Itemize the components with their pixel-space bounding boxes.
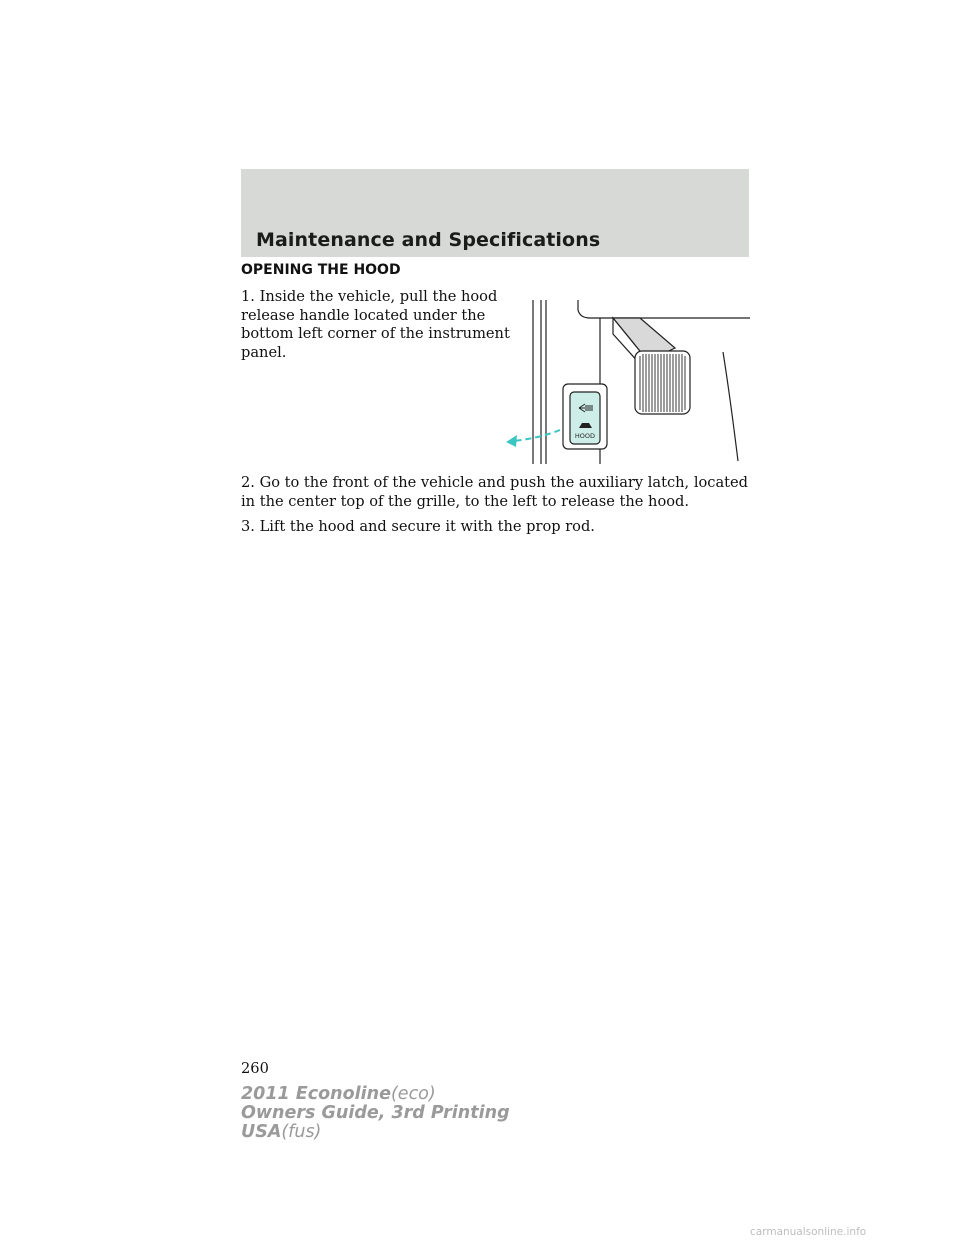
footer-guide-edition: Owners Guide, 3rd Printing [241, 1103, 510, 1123]
document-footer [241, 1085, 510, 1142]
pedal [613, 318, 690, 414]
door-frame-lines [533, 300, 546, 464]
page-number: 260 [241, 1060, 269, 1077]
section-heading: OPENING THE HOOD [241, 262, 401, 278]
footer-model-code: (eco) [390, 1084, 436, 1104]
footer-market-code: (fus) [281, 1122, 322, 1142]
step-3-text: 3. Lift the hood and secure it with the prop rod. [241, 518, 595, 535]
step-1-text: 1. Inside the vehicle, pull the hood release handle located under the bottom left corner of the instrument panel. [241, 288, 510, 362]
hood-handle-label: HOOD [574, 432, 596, 440]
footer-model: 2011 Econoline [241, 1084, 391, 1104]
hood-release-handle [563, 384, 607, 449]
hood-release-illustration [500, 296, 750, 468]
site-watermark: carmanualsonline.info [750, 1226, 867, 1238]
page-title: Maintenance and Specifications [256, 229, 601, 251]
footer-market: USA [241, 1122, 282, 1142]
step-2-text: 2. Go to the front of the vehicle and push the auxiliary latch, located in the center top of the grille, to the left to release the hood. [241, 474, 749, 510]
